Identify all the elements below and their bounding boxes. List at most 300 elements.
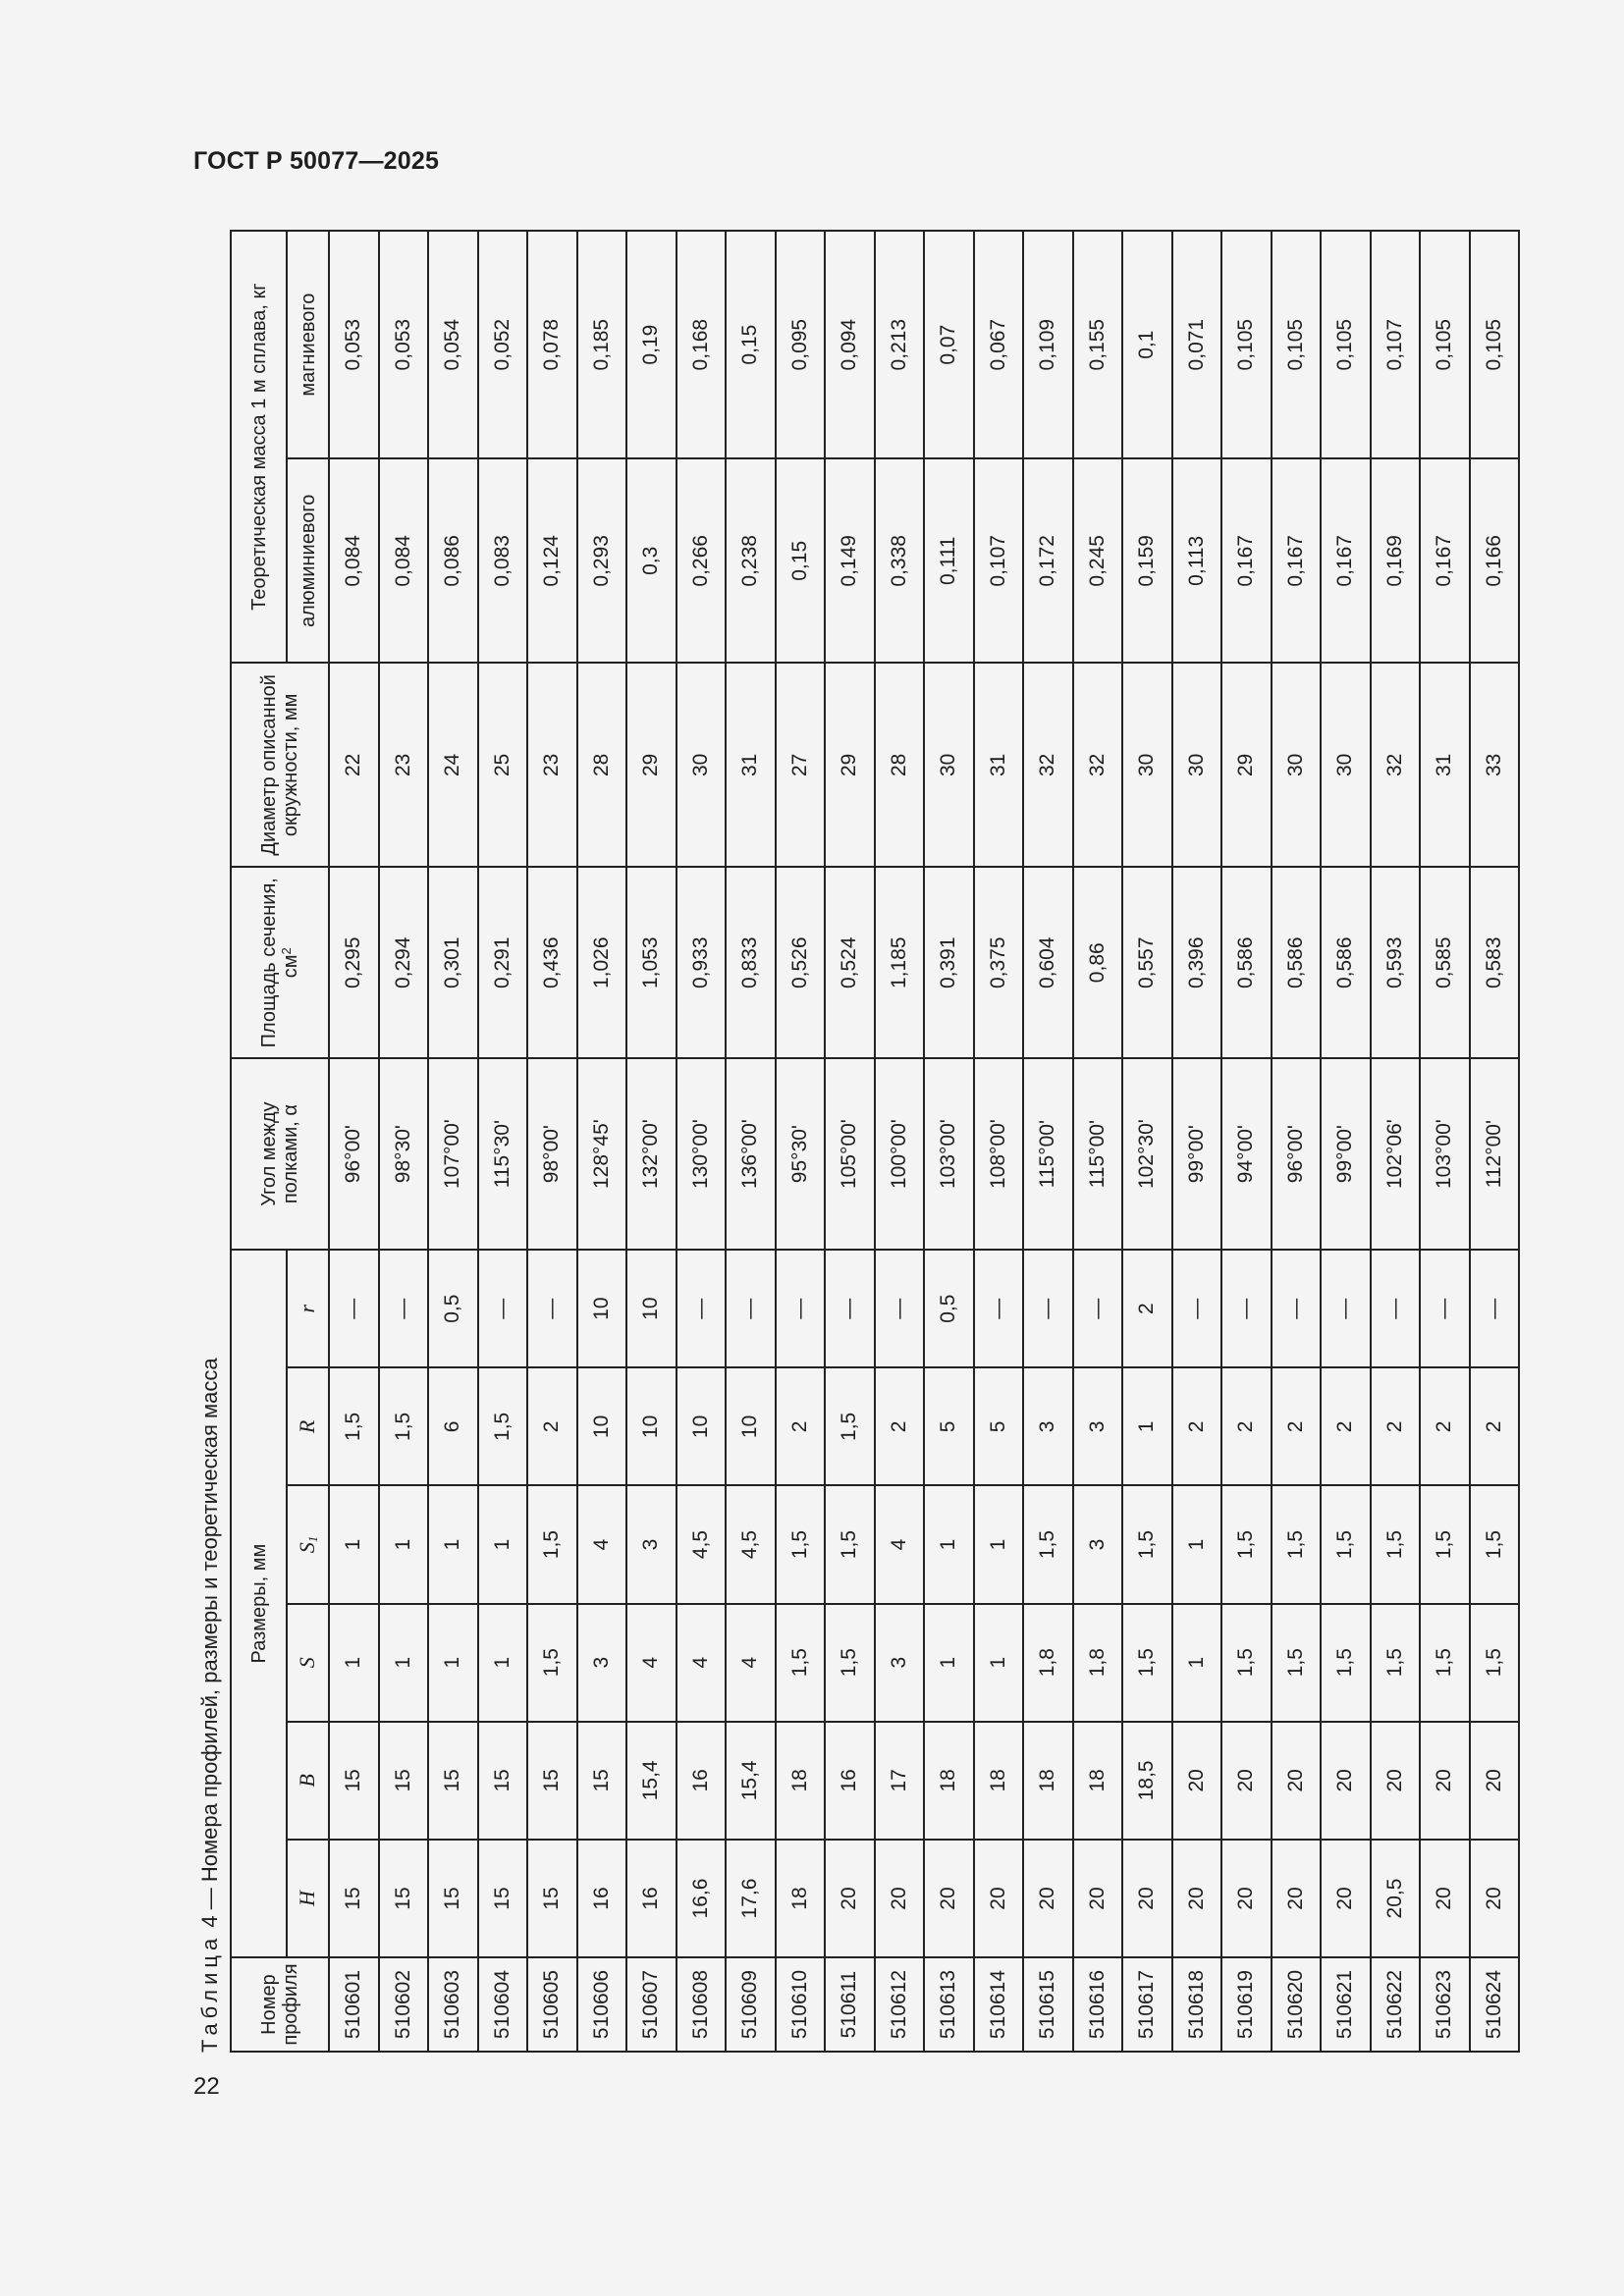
cell-H: 20: [1122, 1840, 1172, 1957]
cell-magnesium-mass: 0,067: [974, 231, 1024, 458]
cell-S: 1,5: [825, 1604, 875, 1722]
cell-aluminium-mass: 0,15: [776, 458, 826, 663]
table-row: [1321, 231, 1371, 2052]
cell-S1: 1: [379, 1485, 429, 1603]
cell-S: 3: [577, 1604, 627, 1722]
table-caption-text: 4 — Номера профилей, размеры и теоретическая масса: [197, 1358, 222, 1928]
cell-R: 2: [1221, 1367, 1272, 1485]
cell-magnesium-mass: 0,053: [379, 231, 429, 458]
cell-S: 1,5: [1272, 1604, 1322, 1722]
cell-profile-number: 510604: [478, 1957, 528, 2052]
cell-area: 0,436: [527, 867, 577, 1058]
cell-R: 2: [1470, 1367, 1520, 1485]
cell-diameter: 31: [1420, 663, 1470, 867]
cell-S1: 1,5: [1272, 1485, 1322, 1603]
cell-area: 0,583: [1470, 867, 1520, 1058]
cell-angle: 132°00': [626, 1058, 677, 1250]
table-row: [577, 231, 627, 2052]
cell-r: —: [1371, 1250, 1421, 1367]
cell-S: 1,5: [1371, 1604, 1421, 1722]
cell-R: 1,5: [825, 1367, 875, 1485]
cell-r: —: [825, 1250, 875, 1367]
cell-diameter: 23: [379, 663, 429, 867]
header-r: r: [287, 1250, 329, 1367]
cell-area: 0,526: [776, 867, 826, 1058]
cell-S: 1,5: [1221, 1604, 1272, 1722]
cell-magnesium-mass: 0,15: [726, 231, 776, 458]
cell-H: 20,5: [1371, 1840, 1421, 1957]
cell-aluminium-mass: 0,159: [1122, 458, 1172, 663]
cell-S1: 3: [1073, 1485, 1123, 1603]
cell-angle: 112°00': [1470, 1058, 1520, 1250]
cell-aluminium-mass: 0,3: [626, 458, 677, 663]
cell-diameter: 28: [577, 663, 627, 867]
cell-S1: 1: [329, 1485, 379, 1603]
cell-aluminium-mass: 0,084: [329, 458, 379, 663]
cell-S: 1,5: [1470, 1604, 1520, 1722]
header-mass-group: Теоретическая масса 1 м сплава, кг: [231, 231, 287, 663]
cell-diameter: 30: [677, 663, 727, 867]
cell-angle: 115°00': [1073, 1058, 1123, 1250]
cell-S: 1: [428, 1604, 478, 1722]
cell-r: —: [1420, 1250, 1470, 1367]
cell-aluminium-mass: 0,113: [1172, 458, 1222, 663]
cell-profile-number: 510606: [577, 1957, 627, 2052]
cell-profile-number: 510622: [1371, 1957, 1421, 2052]
cell-angle: 130°00': [677, 1058, 727, 1250]
cell-magnesium-mass: 0,105: [1420, 231, 1470, 458]
cell-r: —: [1470, 1250, 1520, 1367]
cell-aluminium-mass: 0,338: [875, 458, 925, 663]
cell-aluminium-mass: 0,245: [1073, 458, 1123, 663]
cell-R: 2: [1371, 1367, 1421, 1485]
cell-r: —: [726, 1250, 776, 1367]
cell-magnesium-mass: 0,095: [776, 231, 826, 458]
cell-magnesium-mass: 0,105: [1272, 231, 1322, 458]
cell-B: 15: [478, 1722, 528, 1840]
cell-magnesium-mass: 0,213: [875, 231, 925, 458]
cell-magnesium-mass: 0,109: [1023, 231, 1073, 458]
cell-area: 0,294: [379, 867, 429, 1058]
cell-aluminium-mass: 0,149: [825, 458, 875, 663]
cell-profile-number: 510617: [1122, 1957, 1172, 2052]
cell-profile-number: 510601: [329, 1957, 379, 2052]
table-row: [776, 231, 826, 2052]
cell-R: 1: [1122, 1367, 1172, 1485]
cell-r: 10: [626, 1250, 677, 1367]
cell-S: 1,8: [1023, 1604, 1073, 1722]
cell-H: 15: [527, 1840, 577, 1957]
cell-r: —: [1073, 1250, 1123, 1367]
cell-B: 15: [379, 1722, 429, 1840]
cell-B: 18: [776, 1722, 826, 1840]
cell-profile-number: 510610: [776, 1957, 826, 2052]
cell-S: 1,5: [1122, 1604, 1172, 1722]
cell-profile-number: 510623: [1420, 1957, 1470, 2052]
header-magnesium: магниевого: [287, 231, 329, 458]
cell-B: 20: [1420, 1722, 1470, 1840]
cell-profile-number: 510609: [726, 1957, 776, 2052]
cell-B: 20: [1172, 1722, 1222, 1840]
cell-R: 10: [626, 1367, 677, 1485]
cell-area: 1,026: [577, 867, 627, 1058]
cell-area: 0,585: [1420, 867, 1470, 1058]
cell-profile-number: 510613: [924, 1957, 974, 2052]
cell-angle: 99°00': [1321, 1058, 1371, 1250]
cell-diameter: 31: [726, 663, 776, 867]
table-row: [677, 231, 727, 2052]
cell-diameter: 28: [875, 663, 925, 867]
cell-aluminium-mass: 0,167: [1272, 458, 1322, 663]
cell-H: 20: [825, 1840, 875, 1957]
cell-H: 20: [1272, 1840, 1322, 1957]
header-S1: [287, 1485, 329, 1603]
header-area: [231, 867, 329, 1058]
table-caption-prefix: Таблица: [197, 1933, 222, 2053]
cell-r: —: [329, 1250, 379, 1367]
cell-angle: 102°30': [1122, 1058, 1172, 1250]
cell-B: 15: [527, 1722, 577, 1840]
cell-profile-number: 510612: [875, 1957, 925, 2052]
cell-B: 20: [1470, 1722, 1520, 1840]
cell-H: 15: [478, 1840, 528, 1957]
header-area-text: Площадь сечения, см: [258, 878, 301, 1048]
cell-S1: 1,5: [1321, 1485, 1371, 1603]
cell-r: 0,5: [428, 1250, 478, 1367]
cell-area: 0,396: [1172, 867, 1222, 1058]
cell-angle: 99°00': [1172, 1058, 1222, 1250]
cell-B: 18,5: [1122, 1722, 1172, 1840]
cell-angle: 95°30': [776, 1058, 826, 1250]
cell-diameter: 30: [1122, 663, 1172, 867]
cell-profile-number: 510624: [1470, 1957, 1520, 2052]
cell-profile-number: 510616: [1073, 1957, 1123, 2052]
cell-area: 0,604: [1023, 867, 1073, 1058]
cell-magnesium-mass: 0,054: [428, 231, 478, 458]
cell-r: —: [875, 1250, 925, 1367]
cell-B: 16: [825, 1722, 875, 1840]
cell-aluminium-mass: 0,083: [478, 458, 528, 663]
cell-r: —: [1023, 1250, 1073, 1367]
cell-S: 1: [974, 1604, 1024, 1722]
cell-B: 18: [1023, 1722, 1073, 1840]
table-row: [1172, 231, 1222, 2052]
table-row: [1023, 231, 1073, 2052]
cell-area: 0,291: [478, 867, 528, 1058]
cell-H: 20: [1073, 1840, 1123, 1957]
cell-H: 16: [577, 1840, 627, 1957]
cell-r: —: [677, 1250, 727, 1367]
cell-angle: 96°00': [1272, 1058, 1322, 1250]
table-row: [875, 231, 925, 2052]
cell-B: 16: [677, 1722, 727, 1840]
cell-S: 1: [329, 1604, 379, 1722]
cell-diameter: 30: [1272, 663, 1322, 867]
header-S: S: [287, 1604, 329, 1722]
cell-H: 15: [379, 1840, 429, 1957]
cell-aluminium-mass: 0,172: [1023, 458, 1073, 663]
cell-r: —: [527, 1250, 577, 1367]
cell-r: 0,5: [924, 1250, 974, 1367]
cell-S: 1: [924, 1604, 974, 1722]
cell-aluminium-mass: 0,167: [1221, 458, 1272, 663]
cell-R: 2: [1420, 1367, 1470, 1485]
cell-diameter: 32: [1371, 663, 1421, 867]
cell-aluminium-mass: 0,111: [924, 458, 974, 663]
cell-aluminium-mass: 0,084: [379, 458, 429, 663]
header-S1-base: S: [294, 1542, 319, 1554]
cell-B: 15: [428, 1722, 478, 1840]
cell-area: 0,586: [1272, 867, 1322, 1058]
cell-profile-number: 510614: [974, 1957, 1024, 2052]
cell-aluminium-mass: 0,169: [1371, 458, 1421, 663]
cell-magnesium-mass: 0,107: [1371, 231, 1421, 458]
cell-profile-number: 510620: [1272, 1957, 1322, 2052]
cell-S1: 4,5: [726, 1485, 776, 1603]
table-row: [924, 231, 974, 2052]
table-row: [478, 231, 528, 2052]
cell-r: —: [379, 1250, 429, 1367]
cell-area: 0,593: [1371, 867, 1421, 1058]
cell-S: 3: [875, 1604, 925, 1722]
cell-S: 1,5: [776, 1604, 826, 1722]
cell-S1: 1: [924, 1485, 974, 1603]
cell-S1: 1,5: [1371, 1485, 1421, 1603]
cell-area: 0,933: [677, 867, 727, 1058]
cell-diameter: 23: [527, 663, 577, 867]
cell-B: 17: [875, 1722, 925, 1840]
cell-area: 0,557: [1122, 867, 1172, 1058]
cell-S1: 1,5: [1420, 1485, 1470, 1603]
cell-diameter: 32: [1023, 663, 1073, 867]
cell-R: 5: [974, 1367, 1024, 1485]
cell-S1: 1,5: [776, 1485, 826, 1603]
cell-profile-number: 510602: [379, 1957, 429, 2052]
cell-r: —: [776, 1250, 826, 1367]
table-row: [1221, 231, 1272, 2052]
cell-H: 20: [1470, 1840, 1520, 1957]
cell-profile-number: 510607: [626, 1957, 677, 2052]
cell-angle: 98°30': [379, 1058, 429, 1250]
cell-R: 2: [527, 1367, 577, 1485]
cell-R: 2: [1321, 1367, 1371, 1485]
cell-magnesium-mass: 0,053: [329, 231, 379, 458]
cell-angle: 107°00': [428, 1058, 478, 1250]
table-row: [329, 231, 379, 2052]
cell-magnesium-mass: 0,071: [1172, 231, 1222, 458]
cell-r: —: [974, 1250, 1024, 1367]
cell-angle: 94°00': [1221, 1058, 1272, 1250]
cell-B: 20: [1272, 1722, 1322, 1840]
cell-R: 2: [1272, 1367, 1322, 1485]
table-row: [1272, 231, 1322, 2052]
cell-magnesium-mass: 0,105: [1470, 231, 1520, 458]
page-number: 22: [193, 2073, 220, 2100]
cell-diameter: 31: [974, 663, 1024, 867]
cell-diameter: 32: [1073, 663, 1123, 867]
cell-angle: 128°45': [577, 1058, 627, 1250]
cell-H: 17,6: [726, 1840, 776, 1957]
table-body: [329, 231, 1519, 2052]
header-aluminium: алюминиевого: [287, 458, 329, 663]
cell-aluminium-mass: 0,266: [677, 458, 727, 663]
cell-S1: 4,5: [677, 1485, 727, 1603]
cell-S: 1: [1172, 1604, 1222, 1722]
cell-S: 1,5: [527, 1604, 577, 1722]
cell-area: 0,391: [924, 867, 974, 1058]
cell-area: 0,586: [1221, 867, 1272, 1058]
cell-S: 1: [478, 1604, 528, 1722]
cell-S1: 1: [1172, 1485, 1222, 1603]
cell-area: 0,524: [825, 867, 875, 1058]
cell-H: 20: [1221, 1840, 1272, 1957]
cell-R: 5: [924, 1367, 974, 1485]
cell-magnesium-mass: 0,094: [825, 231, 875, 458]
header-profile-number: Номер профиля: [231, 1957, 329, 2052]
cell-r: —: [1321, 1250, 1371, 1367]
cell-R: 6: [428, 1367, 478, 1485]
cell-R: 1,5: [379, 1367, 429, 1485]
cell-R: 10: [577, 1367, 627, 1485]
cell-B: 20: [1371, 1722, 1421, 1840]
cell-angle: 115°00': [1023, 1058, 1073, 1250]
cell-S1: 1,5: [1122, 1485, 1172, 1603]
cell-H: 20: [924, 1840, 974, 1957]
cell-H: 20: [1420, 1840, 1470, 1957]
header-area-sup: 2: [279, 947, 294, 955]
cell-magnesium-mass: 0,105: [1321, 231, 1371, 458]
cell-diameter: 29: [626, 663, 677, 867]
cell-diameter: 29: [825, 663, 875, 867]
cell-H: 20: [875, 1840, 925, 1957]
cell-aluminium-mass: 0,107: [974, 458, 1024, 663]
rotated-table-block: [191, 230, 1505, 2053]
cell-S1: 1,5: [1221, 1485, 1272, 1603]
cell-H: 20: [1023, 1840, 1073, 1957]
table-row: [1122, 231, 1172, 2052]
cell-aluminium-mass: 0,166: [1470, 458, 1520, 663]
cell-B: 18: [974, 1722, 1024, 1840]
cell-profile-number: 510619: [1221, 1957, 1272, 2052]
cell-S: 4: [726, 1604, 776, 1722]
header-R: R: [287, 1367, 329, 1485]
cell-R: 2: [875, 1367, 925, 1485]
cell-r: 10: [577, 1250, 627, 1367]
table-row: [1420, 231, 1470, 2052]
cell-B: 15: [577, 1722, 627, 1840]
cell-B: 20: [1221, 1722, 1272, 1840]
cell-profile-number: 510605: [527, 1957, 577, 2052]
cell-S1: 1,5: [527, 1485, 577, 1603]
table-row: [626, 231, 677, 2052]
cell-S: 1,5: [1420, 1604, 1470, 1722]
cell-diameter: 30: [1172, 663, 1222, 867]
cell-angle: 136°00': [726, 1058, 776, 1250]
cell-angle: 115°30': [478, 1058, 528, 1250]
cell-diameter: 30: [924, 663, 974, 867]
cell-profile-number: 510618: [1172, 1957, 1222, 2052]
cell-S: 4: [677, 1604, 727, 1722]
table-row: [726, 231, 776, 2052]
cell-B: 15,4: [726, 1722, 776, 1840]
cell-magnesium-mass: 0,07: [924, 231, 974, 458]
cell-aluminium-mass: 0,167: [1420, 458, 1470, 663]
table-caption: [191, 1358, 229, 2053]
cell-H: 16,6: [677, 1840, 727, 1957]
table-row: [527, 231, 577, 2052]
cell-R: 3: [1023, 1367, 1073, 1485]
cell-S1: 4: [875, 1485, 925, 1603]
cell-R: 10: [677, 1367, 727, 1485]
cell-S1: 1: [974, 1485, 1024, 1603]
cell-B: 18: [924, 1722, 974, 1840]
cell-magnesium-mass: 0,155: [1073, 231, 1123, 458]
header-S1-sub: 1: [304, 1535, 320, 1543]
header-diameter: Диаметр описанной окружности, мм: [231, 663, 329, 867]
header-sizes-group: Размеры, мм: [231, 1250, 287, 1957]
cell-aluminium-mass: 0,293: [577, 458, 627, 663]
cell-aluminium-mass: 0,167: [1321, 458, 1371, 663]
cell-diameter: 29: [1221, 663, 1272, 867]
cell-S: 1: [379, 1604, 429, 1722]
cell-area: 0,586: [1321, 867, 1371, 1058]
cell-angle: 96°00': [329, 1058, 379, 1250]
cell-profile-number: 510603: [428, 1957, 478, 2052]
cell-magnesium-mass: 0,185: [577, 231, 627, 458]
cell-magnesium-mass: 0,105: [1221, 231, 1272, 458]
cell-profile-number: 510615: [1023, 1957, 1073, 2052]
cell-S: 1,5: [1321, 1604, 1371, 1722]
cell-R: 1,5: [478, 1367, 528, 1485]
cell-diameter: 27: [776, 663, 826, 867]
cell-B: 20: [1321, 1722, 1371, 1840]
cell-B: 18: [1073, 1722, 1123, 1840]
cell-diameter: 33: [1470, 663, 1520, 867]
cell-H: 18: [776, 1840, 826, 1957]
cell-S: 1,8: [1073, 1604, 1123, 1722]
cell-profile-number: 510608: [677, 1957, 727, 2052]
cell-S1: 1,5: [1470, 1485, 1520, 1603]
header-H: H: [287, 1840, 329, 1957]
header-angle: Угол между полками, α: [231, 1058, 329, 1250]
cell-diameter: 30: [1321, 663, 1371, 867]
cell-H: 20: [1321, 1840, 1371, 1957]
table-row: [428, 231, 478, 2052]
cell-angle: 108°00': [974, 1058, 1024, 1250]
cell-S1: 1,5: [825, 1485, 875, 1603]
cell-r: —: [1221, 1250, 1272, 1367]
cell-H: 20: [974, 1840, 1024, 1957]
table-row: [1371, 231, 1421, 2052]
cell-r: —: [1272, 1250, 1322, 1367]
cell-R: 3: [1073, 1367, 1123, 1485]
cell-H: 16: [626, 1840, 677, 1957]
header-B: B: [287, 1722, 329, 1840]
cell-magnesium-mass: 0,052: [478, 231, 528, 458]
cell-magnesium-mass: 0,19: [626, 231, 677, 458]
cell-diameter: 24: [428, 663, 478, 867]
cell-angle: 102°06': [1371, 1058, 1421, 1250]
cell-profile-number: 510611: [825, 1957, 875, 2052]
cell-magnesium-mass: 0,168: [677, 231, 727, 458]
cell-area: 0,301: [428, 867, 478, 1058]
cell-angle: 100°00': [875, 1058, 925, 1250]
table-row: [825, 231, 875, 2052]
cell-R: 10: [726, 1367, 776, 1485]
cell-area: 1,185: [875, 867, 925, 1058]
table-row: [1470, 231, 1520, 2052]
cell-S1: 4: [577, 1485, 627, 1603]
